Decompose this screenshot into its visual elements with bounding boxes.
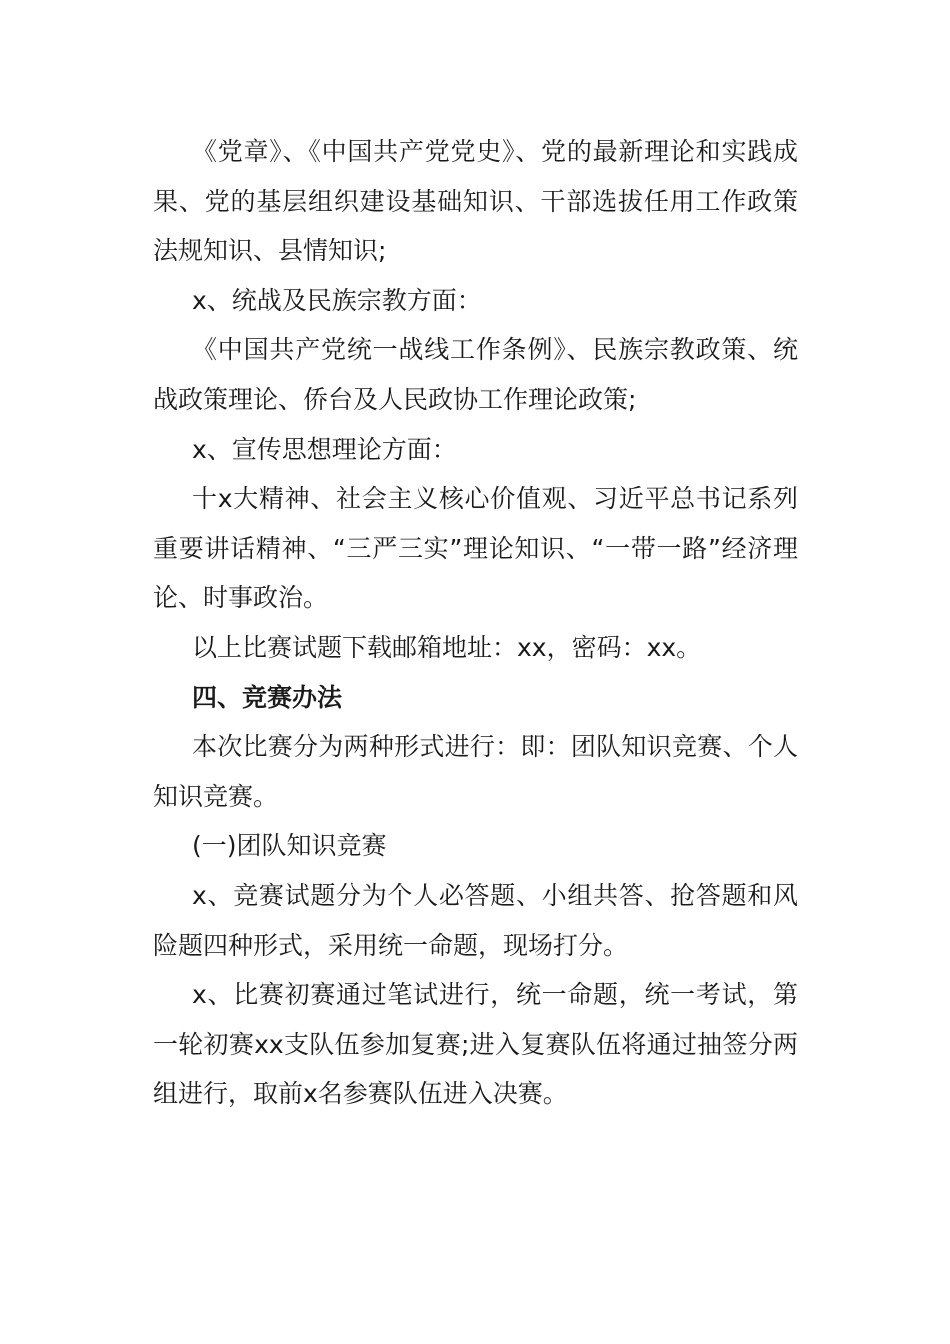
paragraph-question-types: x、竞赛试题分为个人必答题、小组共答、抢答题和风险题四种形式，采用统一命题，现场打分。 [153, 880, 798, 960]
paragraph-united-front-heading: x、统战及民族宗教方面： [192, 285, 482, 315]
paragraph-united-front-content: 《中国共产党统一战线工作条例》、民族宗教政策、统战政策理论、侨台及人民政协工作理论政策; [153, 335, 798, 414]
paragraph-party-knowledge: 《党章》、《中国共产党党史》、党的最新理论和实践成果、党的基层组织建设基础知识、干部选拔任用工作政策法规知识、县情知识; [153, 137, 798, 266]
paragraph-propaganda-content: 十x大精神、社会主义核心价值观、习近平总书记系列重要讲话精神、“三严三实”理论知识、“一带一路”经济理论、时事政治。 [153, 484, 798, 613]
paragraph-preliminary-round: x、比赛初赛通过笔试进行，统一命题，统一考试，第一轮初赛xx支队伍参加复赛;进入复赛队伍将通过抽签分两组进行，取前x名参赛队伍进入决赛。 [153, 980, 798, 1109]
paragraph-competition-forms: 本次比赛分为两种形式进行：即：团队知识竞赛、个人知识竞赛。 [153, 732, 798, 811]
document-body [153, 127, 798, 1119]
paragraph-download-info: 以上比赛试题下载邮箱地址：xx，密码：xx。 [192, 632, 702, 662]
section-heading-competition-method: 四、竞赛办法 [192, 682, 343, 712]
paragraph-propaganda-heading: x、宣传思想理论方面： [192, 434, 457, 464]
subheading-team-competition: (一)团队知识竞赛 [192, 831, 387, 861]
